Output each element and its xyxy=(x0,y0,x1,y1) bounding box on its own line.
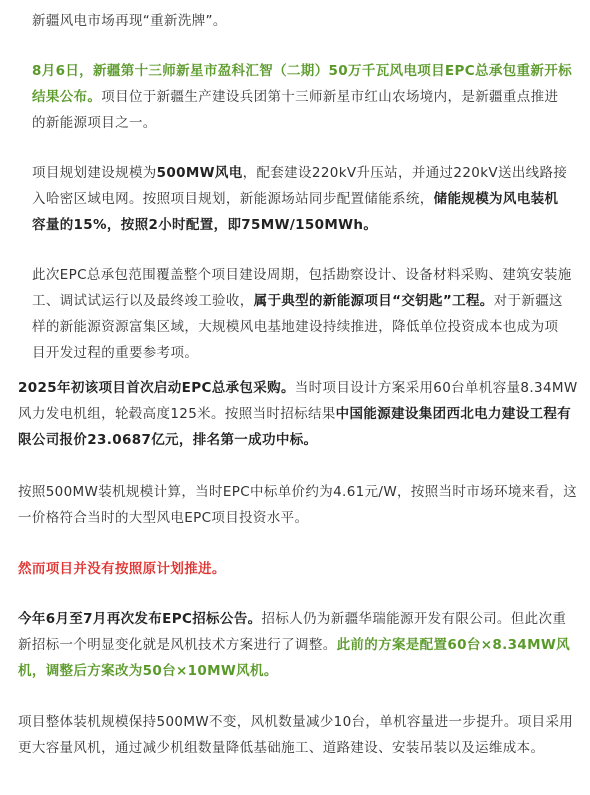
scale-intro: 项目规划建设规模为 xyxy=(32,165,157,181)
scale-storage: 储能规模为风电装机容量的15%，按照2小时配置，即75MW/150MWh。 xyxy=(32,191,559,233)
paragraph-epc-scope xyxy=(32,262,572,366)
intro-text: 新疆风电市场再现“重新洗牌”。 xyxy=(32,13,227,29)
first-procurement-lead: 2025年初该项目首次启动EPC总承包采购。 xyxy=(18,380,295,396)
paragraph-turn xyxy=(18,556,578,582)
turn-text: 然而项目并没有按照原计划推进。 xyxy=(18,561,226,577)
first-procurement-winner: 中国能源建设集团西北电力建设工程有限公司报价23.0687亿元，排名第一成功中标。 xyxy=(18,406,572,448)
paragraph-reopen-result xyxy=(32,58,572,136)
scale-capacity: 500MW风电 xyxy=(156,165,243,181)
retender-lead: 今年6月至7月再次发布EPC招标公告。 xyxy=(18,611,262,627)
retender-scheme: 此前的方案是配置60台×8.34MW风机，调整后方案改为50台×10MW风机。 xyxy=(18,637,570,679)
scale-grid: ，配套建设220kV升压站，并通过220kV送出线路接入哈密区域电网。按照项目规划，新能源场站同步配置储能系统， xyxy=(32,165,568,207)
reopen-location: 项目位于新疆生产建设兵团第十三师新星市红山农场境内，是新疆重点推进的新能源项目之一。 xyxy=(32,89,559,131)
capacity-unchanged-text: 项目整体装机规模保持500MW不变，风机数量减少10台，单机容量进一步提升。项目采用更大容量风机，通过减少机组数量降低基础施工、道路建设、安装吊装以及运维成本。 xyxy=(18,714,574,756)
paragraph-retender xyxy=(18,606,578,684)
scope-cost: 对于新疆这样的新能源资源富集区域，大规模风电基地建设持续推进，降低单位投资成本也成为项目开发过程的重要参考项。 xyxy=(32,293,563,361)
paragraph-project-scale xyxy=(32,160,572,238)
paragraph-unit-price xyxy=(18,479,578,531)
paragraph-capacity-unchanged xyxy=(18,709,578,761)
paragraph-first-procurement xyxy=(18,375,578,453)
retender-change: 招标人仍为新疆华瑞能源开发有限公司。但此次重新招标一个明显变化就是风机技术方案进行了调整。 xyxy=(18,611,567,653)
first-procurement-design: 当时项目设计方案采用60台单机容量8.34MW风力发电机组，轮毂高度125米。按照当时招标结果 xyxy=(18,380,578,422)
unit-price-text: 按照500MW装机规模计算，当时EPC中标单价约为4.61元/W，按照当时市场环境来看，这一价格符合当时的大型风电EPC项目投资水平。 xyxy=(18,484,578,526)
paragraph-intro xyxy=(32,8,572,34)
reopen-headline: 8月6日，新疆第十三师新星市盈科汇智（二期）50万千瓦风电项目EPC总承包重新开标结果公布。 xyxy=(32,63,572,105)
scope-turnkey: 属于典型的新能源项目“交钥匙”工程。 xyxy=(253,293,494,309)
scope-range: 此次EPC总承包范围覆盖整个项目建设周期，包括勘察设计、设备材料采购、建筑安装施工、调试试运行以及最终竣工验收， xyxy=(32,267,572,309)
